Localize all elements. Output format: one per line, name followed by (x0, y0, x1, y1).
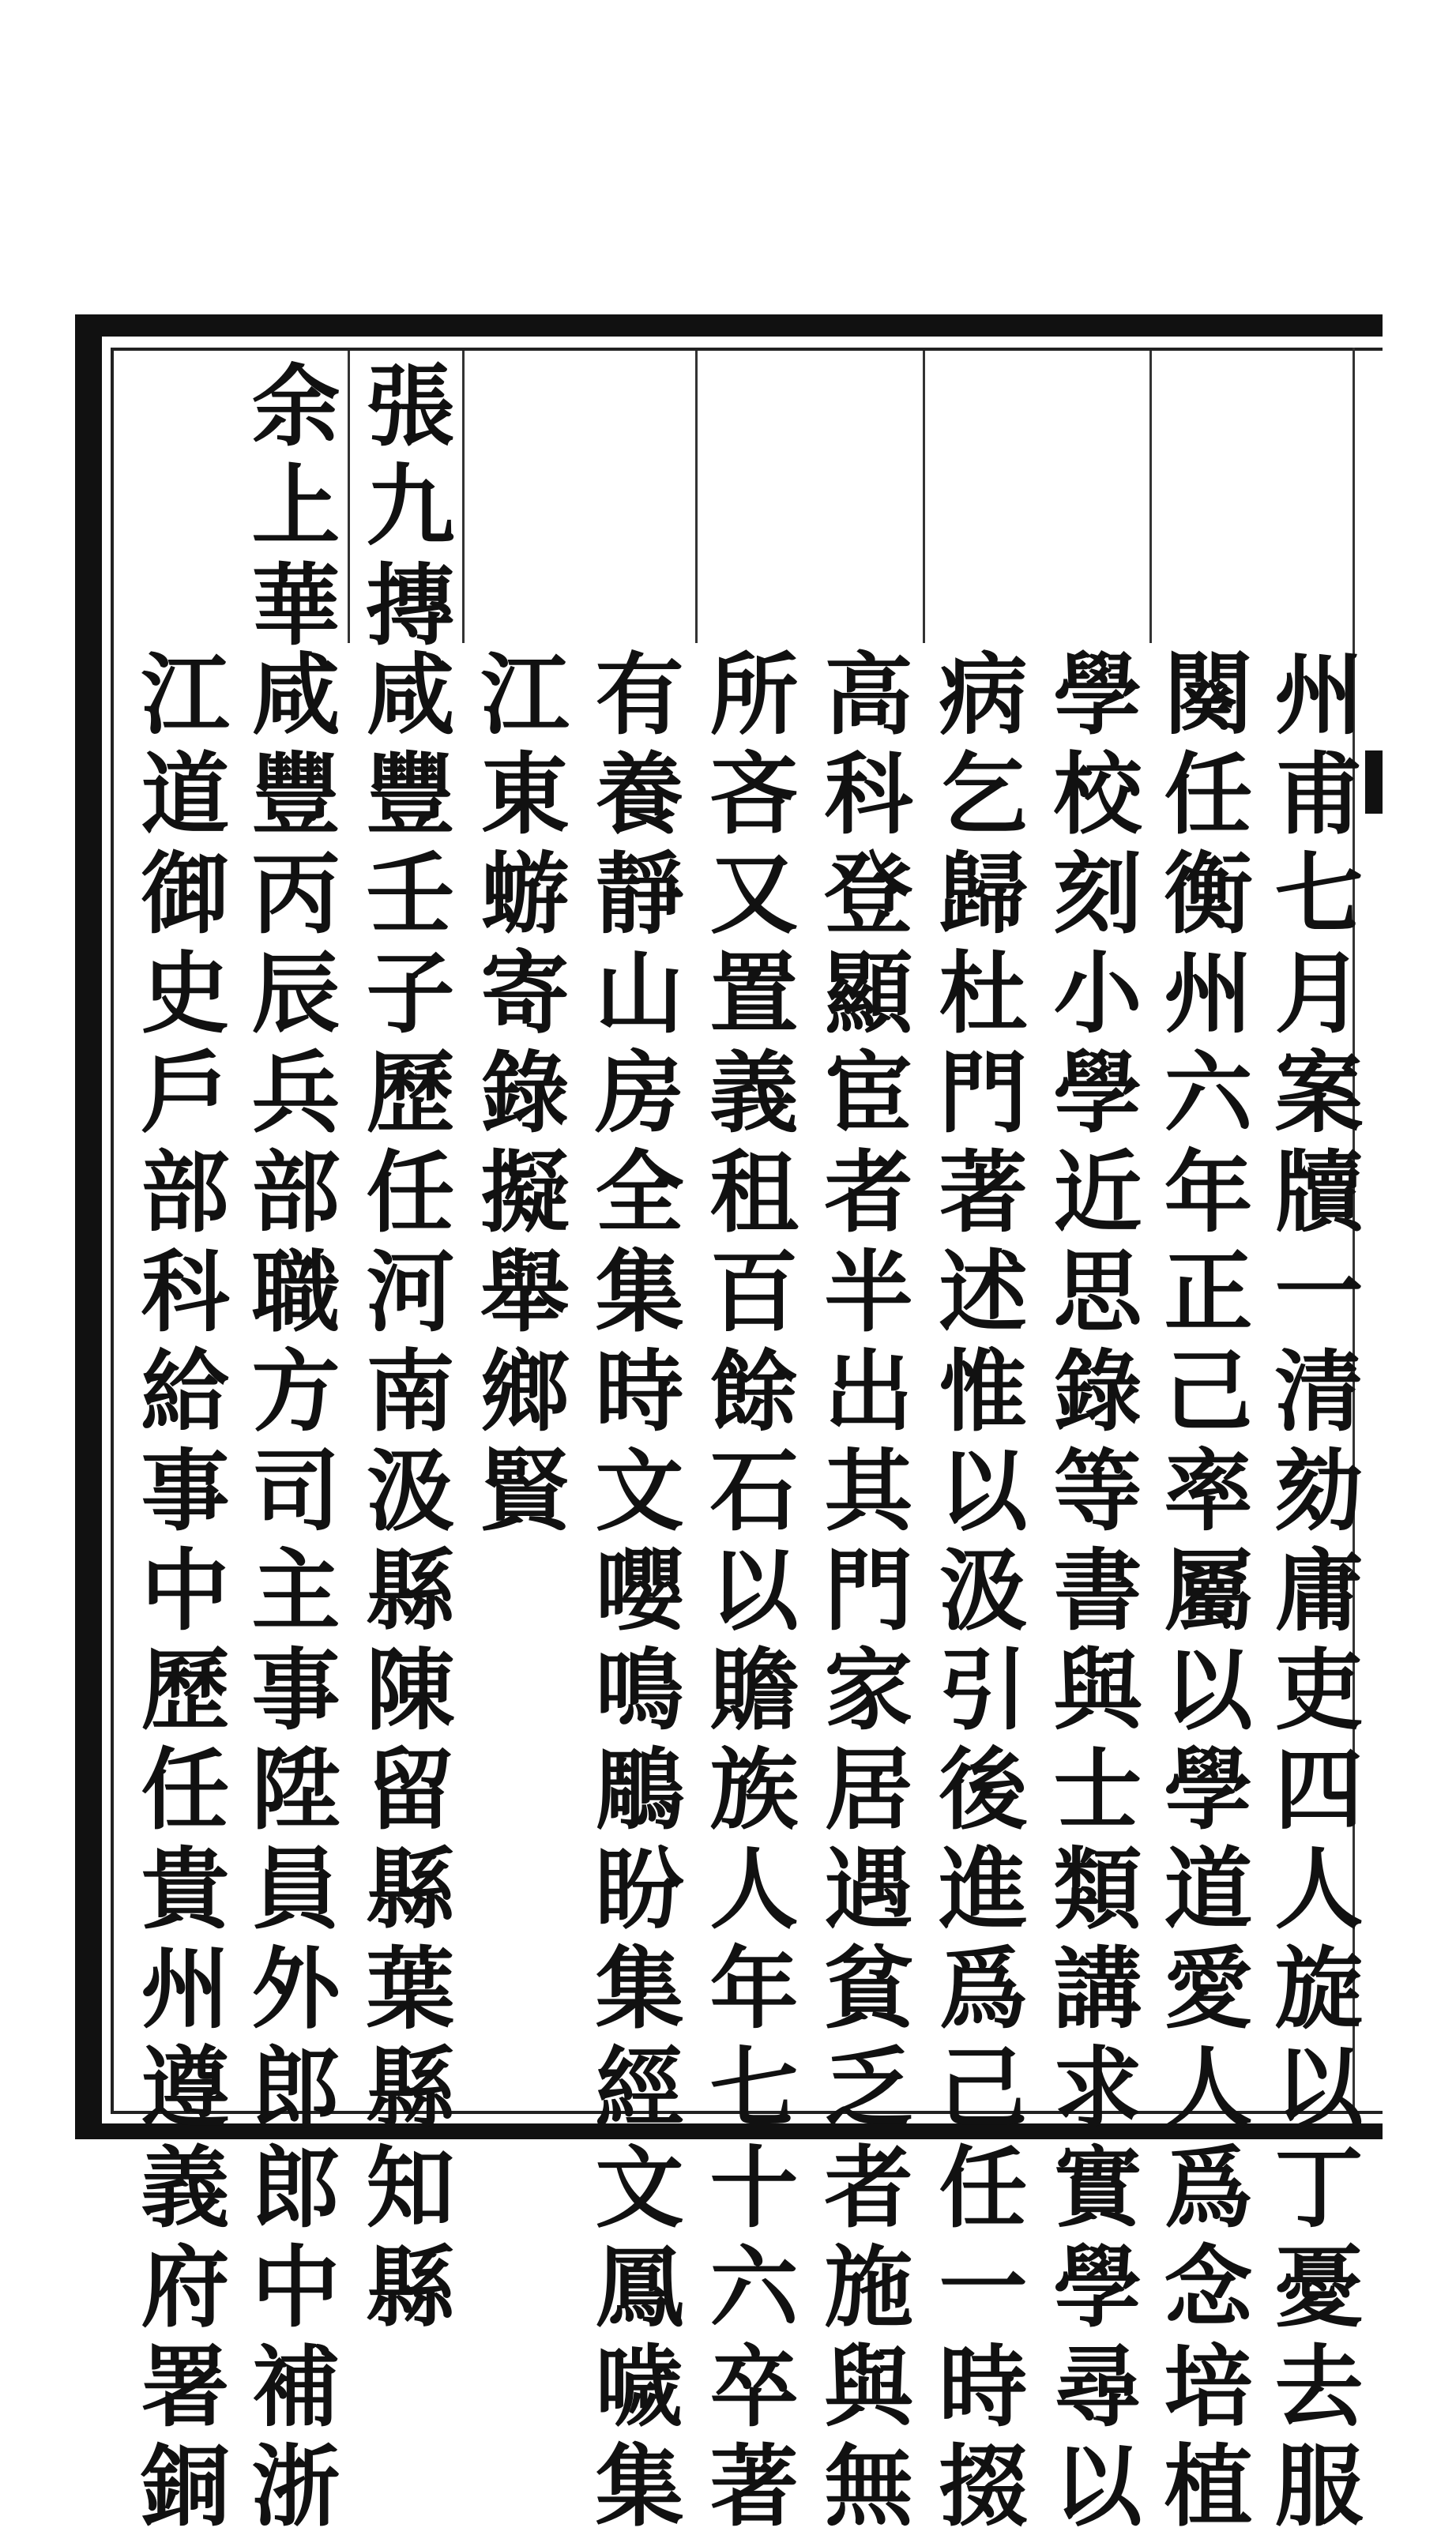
text-column-11: 江道御史戶部科給事中歷任貴州遵義府署銅 (126, 648, 230, 2539)
text-column-5: 高科登顯宦者半出其門家居遇貧乏者施與無 (810, 648, 913, 2539)
text-column-8: 江東蝣寄錄擬舉鄉賢 (466, 648, 570, 1544)
cell-rule (923, 351, 925, 643)
person-name-2: 余上華 (237, 359, 340, 658)
fish-tail-mark (1365, 750, 1383, 814)
frame-left-border (75, 314, 102, 2139)
text-column-2: 闋任衡州六年正己率屬以學道愛人爲念培植 (1149, 648, 1253, 2539)
inner-top-rule (111, 348, 1383, 351)
text-column-3: 學校刻小學近思錄等書與士類講求實學尋以 (1039, 648, 1142, 2539)
cell-rule (695, 351, 698, 643)
cell-rule (348, 351, 350, 643)
text-column-6: 所吝又置義租百餘石以贍族人年七十六卒著 (695, 648, 799, 2539)
text-column-4: 病乞歸杜門著述惟以汲引後進爲己任一時掇 (924, 648, 1028, 2539)
text-column-1: 州甫七月案牘一清劾庸吏四人旋以丁憂去服 (1260, 648, 1364, 2539)
text-column-9: 咸豐壬子歷任河南汲縣陳留縣葉縣知縣 (352, 648, 455, 2340)
person-name-1: 張九摶 (352, 359, 455, 658)
text-column-7: 有養靜山房全集時文嚶鳴鵰盼集經文鳳噦集 (581, 648, 684, 2539)
text-column-10: 咸豐丙辰兵部職方司主事陞員外郎郎中補浙 (237, 648, 340, 2539)
frame-top-border (75, 314, 1383, 337)
inner-left-rule (111, 348, 114, 2114)
cell-rule (1149, 351, 1152, 643)
cell-rule (462, 351, 465, 643)
